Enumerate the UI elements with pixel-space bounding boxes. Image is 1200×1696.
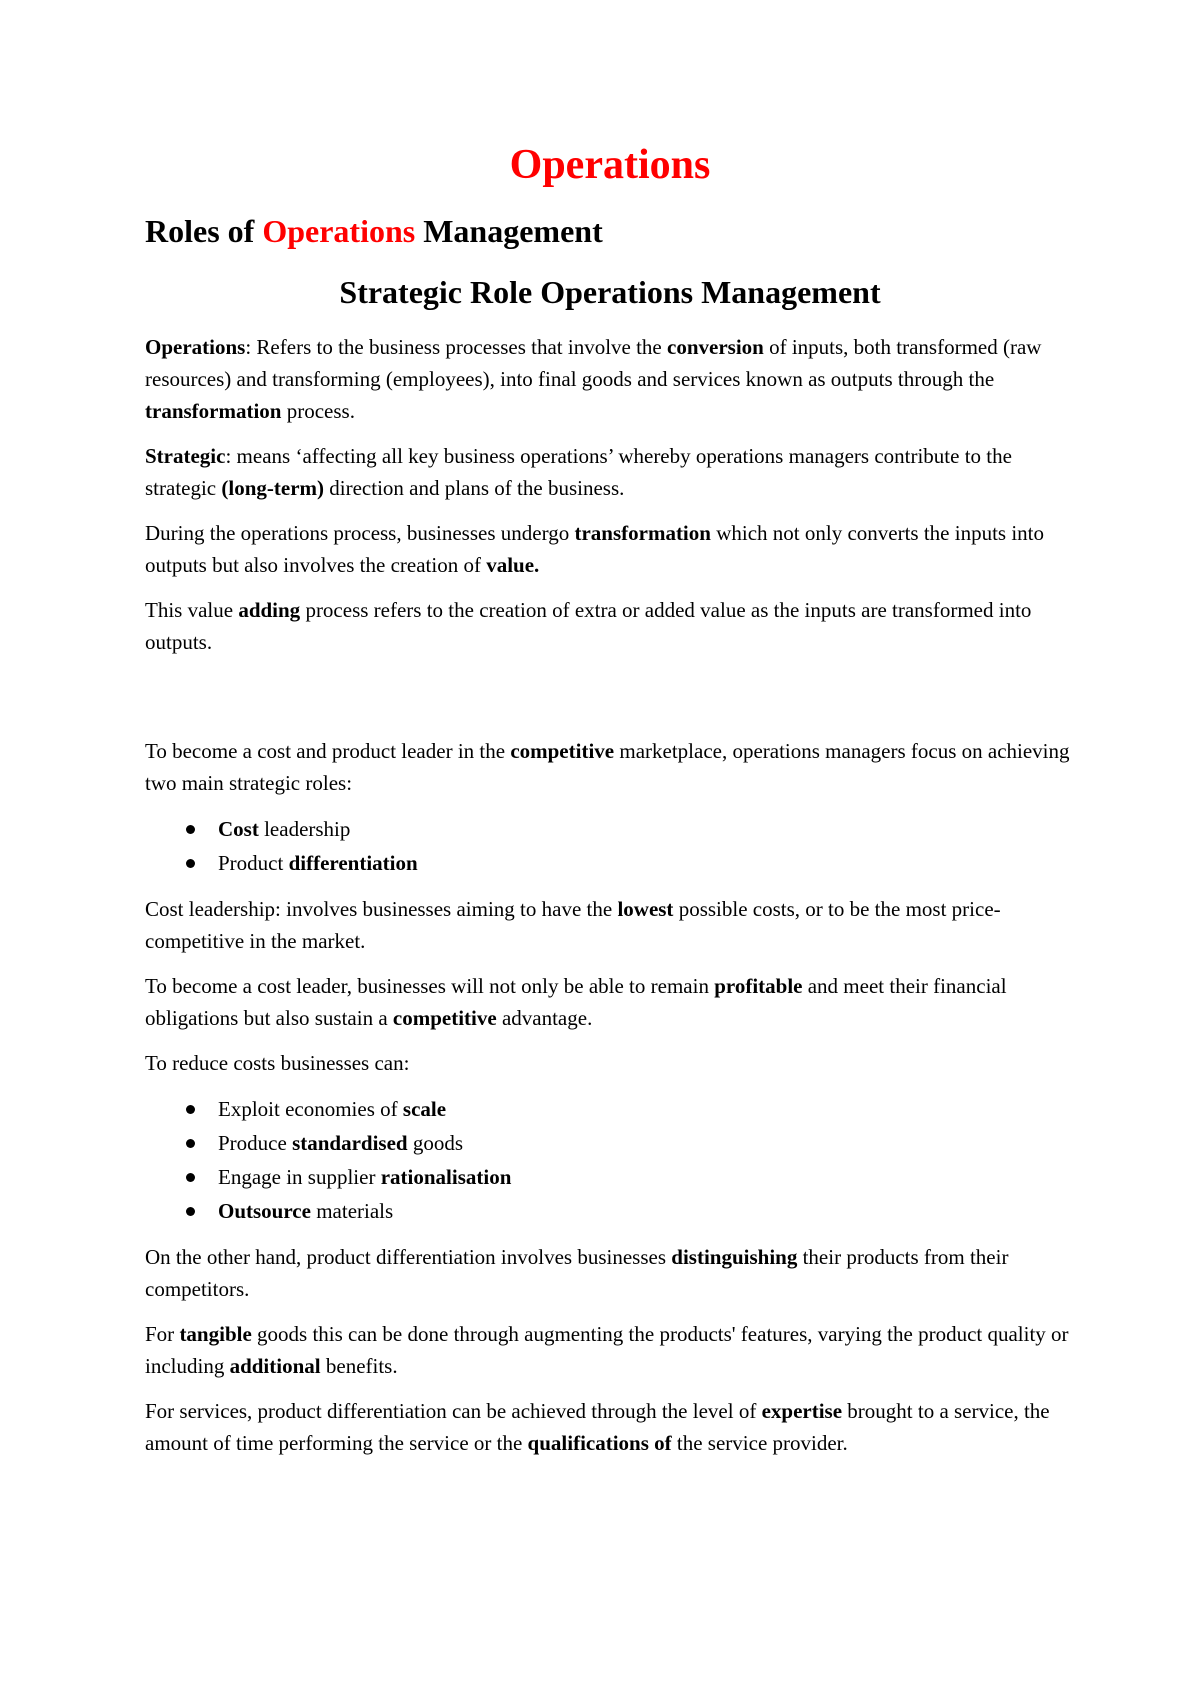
text-span: To become a cost and product leader in the <box>145 739 511 764</box>
bullet-icon <box>186 859 195 868</box>
text-span: of inputs, both transformed (raw resources) and transforming (employees), into final goods and services known as outputs through the <box>145 335 1042 392</box>
document-title: Operations <box>509 142 711 188</box>
text-span: To become a cost leader, businesses will not only be able to remain <box>145 974 715 999</box>
paragraph-strategic-definition <box>145 440 1075 504</box>
text-span: On the other hand, product differentiation involves businesses <box>145 1245 672 1270</box>
list-item-bold: standardised <box>292 1131 408 1156</box>
list-item-text: Product <box>218 851 289 876</box>
paragraph-services <box>145 1395 1075 1459</box>
bold-value: value. <box>486 553 540 578</box>
text-span: which not only converts the inputs into outputs but also involves the creation of <box>145 521 1044 578</box>
bold-profitable: profitable <box>714 974 803 999</box>
bold-transformation: transformation <box>145 399 282 424</box>
bold-tangible: tangible <box>179 1322 252 1347</box>
heading-roles <box>145 212 1075 250</box>
text-span: the service provider. <box>671 1431 848 1456</box>
text-span: marketplace, operations managers focus on achieving two main strategic roles: <box>145 739 1070 796</box>
list-item <box>145 812 1075 846</box>
list-item <box>145 846 1075 880</box>
text-span: process refers to the creation of extra or added value as the inputs are transformed into outputs. <box>145 598 1032 655</box>
list-item-text: leadership <box>258 817 351 842</box>
bullet-icon <box>186 1207 195 1216</box>
list-item-text: Engage in supplier <box>218 1165 381 1190</box>
bold-expertise: expertise <box>761 1399 843 1424</box>
text-span: For services, product differentiation can be achieved through the level of <box>145 1399 762 1424</box>
list-reduce-costs <box>145 1092 1075 1228</box>
bold-competitive: competitive <box>510 739 615 764</box>
text-span: and meet their financial obligations but also sustain a <box>145 974 1007 1031</box>
text-span: During the operations process, businesses undergo <box>145 521 575 546</box>
text-span: possible costs, or to be the most price-competitive in the market. <box>145 897 1001 954</box>
list-item-text: materials <box>310 1199 394 1224</box>
list-item <box>145 1160 1075 1194</box>
list-item <box>145 1126 1075 1160</box>
bold-competitive: competitive <box>392 1006 497 1031</box>
list-strategic-roles <box>145 812 1075 880</box>
bullet-icon <box>186 1139 195 1148</box>
paragraph-tangible-goods <box>145 1318 1075 1382</box>
text-span: their products from their competitors. <box>145 1245 1009 1302</box>
list-item-bold: scale <box>402 1097 447 1122</box>
list-item-bold: rationalisation <box>380 1165 512 1190</box>
paragraph-value-adding <box>145 594 1075 658</box>
term-operations: Operations <box>145 335 246 360</box>
heading-roles-suffix: Management <box>415 213 603 250</box>
text-span: process. <box>281 399 355 424</box>
list-item-text: Produce <box>218 1131 293 1156</box>
bold-long-term: (long-term) <box>221 476 325 501</box>
list-item <box>145 1092 1075 1126</box>
list-item <box>145 1194 1075 1228</box>
paragraph-transformation <box>145 517 1075 581</box>
paragraph-reduce-costs: To reduce costs businesses can: <box>145 1051 410 1076</box>
paragraph-cost-leader <box>145 970 1075 1034</box>
bullet-icon <box>186 825 195 834</box>
bold-conversion: conversion <box>667 335 764 360</box>
text-span: goods this can be done through augmenting the products' features, varying the product quality or including <box>145 1322 1069 1379</box>
text-span: For <box>145 1322 180 1347</box>
bullet-icon <box>186 1105 195 1114</box>
list-item-text: Exploit economies of <box>218 1097 403 1122</box>
text-span: : means ‘affecting all key business operations’ whereby operations managers contribute to the strategic <box>145 444 1012 501</box>
bold-qualifications: qualifications of <box>527 1431 672 1456</box>
list-item-bold: Cost <box>218 817 259 842</box>
text-span: benefits. <box>320 1354 398 1379</box>
term-strategic: Strategic <box>145 444 226 469</box>
heading-roles-prefix: Roles of <box>145 213 263 250</box>
paragraph-cost-leadership <box>145 893 1075 957</box>
paragraph-operations-definition <box>145 331 1075 427</box>
list-item-bold: differentiation <box>288 851 418 876</box>
paragraph-strategic-roles-intro <box>145 735 1075 799</box>
text-span: : Refers to the business processes that involve the <box>245 335 668 360</box>
bold-distinguishing: distinguishing <box>671 1245 798 1270</box>
heading-roles-highlight: Operations <box>262 213 416 250</box>
bold-adding: adding <box>238 598 301 623</box>
list-item-text: goods <box>407 1131 464 1156</box>
heading-strategic-role: Strategic Role Operations Management <box>339 273 881 310</box>
bold-lowest: lowest <box>617 897 674 922</box>
bold-additional: additional <box>229 1354 321 1379</box>
text-span: This value <box>145 598 239 623</box>
list-item-bold: Outsource <box>218 1199 311 1224</box>
text-span: direction and plans of the business. <box>324 476 625 501</box>
text-span: Cost leadership: involves businesses aiming to have the <box>145 897 618 922</box>
text-span: brought to a service, the amount of time performing the service or the <box>145 1399 1050 1456</box>
bullet-icon <box>186 1173 195 1182</box>
text-span: advantage. <box>496 1006 593 1031</box>
paragraph-product-differentiation <box>145 1241 1075 1305</box>
document-page <box>145 140 1075 1459</box>
bold-transformation: transformation <box>574 521 711 546</box>
